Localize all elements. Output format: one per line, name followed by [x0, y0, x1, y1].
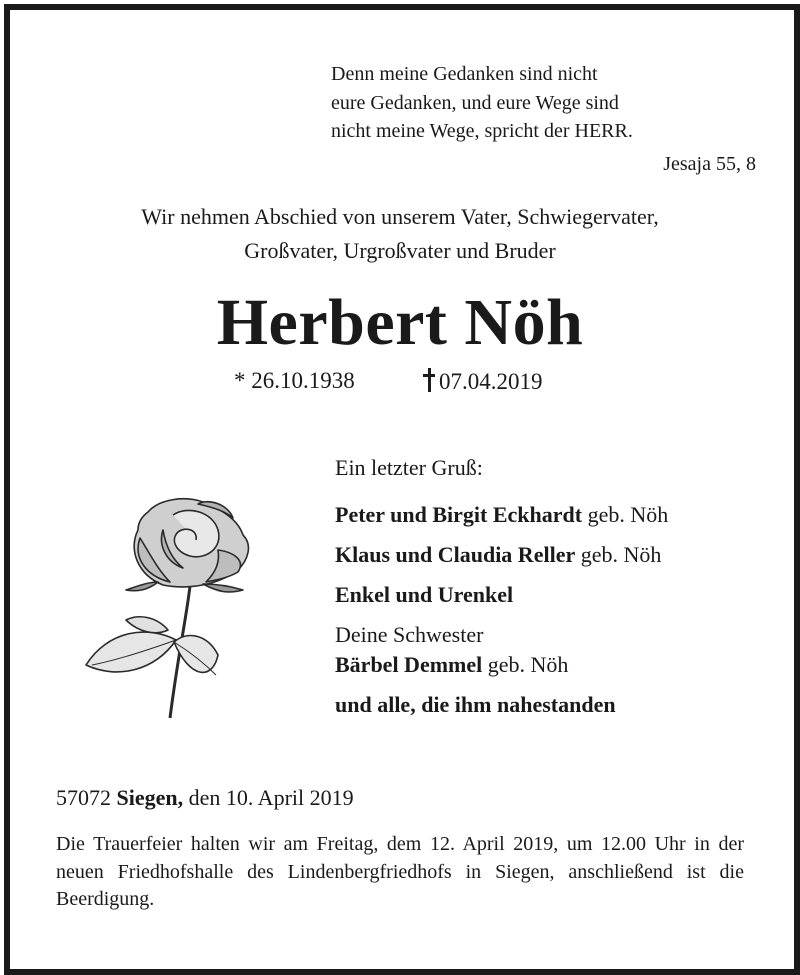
mourner-suffix: geb. Nöh	[575, 542, 662, 567]
farewell-intro	[0, 200, 800, 268]
closing-line	[335, 692, 616, 718]
death-date-container	[423, 368, 543, 395]
sister-name: Bärbel Demmel	[335, 652, 483, 677]
intro-line: Wir nehmen Abschied von unserem Vater, Schwiegervater,	[141, 204, 659, 229]
place-date	[56, 785, 354, 811]
mourner-line	[335, 542, 661, 568]
bible-verse	[331, 60, 633, 146]
verse-reference: Jesaja 55, 8	[663, 153, 756, 175]
mourner-name: Enkel und Urenkel	[335, 582, 514, 607]
intro-line: Großvater, Urgroßvater und Bruder	[244, 238, 556, 263]
city: Siegen,	[116, 785, 184, 810]
mourner-name: Peter und Birgit Eckhardt	[335, 502, 583, 527]
mourner-line	[335, 502, 668, 528]
closing-text: und alle, die ihm nahestanden	[335, 692, 616, 717]
deceased-name: Herbert Nöh	[216, 286, 584, 359]
verse-line: nicht meine Wege, spricht der HERR.	[331, 120, 633, 142]
mourner-line	[335, 582, 513, 608]
cross-icon	[423, 368, 435, 392]
sister-suffix: geb. Nöh	[482, 652, 569, 677]
death-date: 07.04.2019	[439, 369, 543, 394]
greeting-heading: Ein letzter Gruß:	[335, 455, 483, 480]
verse-line: eure Gedanken, und eure Wege sind	[331, 91, 619, 114]
birth-date: * 26.10.1938	[234, 368, 355, 393]
date: den 10. April 2019	[188, 785, 354, 810]
mourner-name: Klaus und Claudia Reller	[335, 542, 576, 567]
sister-label: Deine Schwester	[335, 622, 484, 647]
sister-line	[335, 652, 568, 678]
mourner-suffix: geb. Nöh	[582, 502, 669, 527]
zip-code: 57072	[56, 785, 111, 810]
funeral-notice: Die Trauerfeier halten wir am Freitag, dem 12. April 2019, um 12.00 Uhr in der neuen Friedhofshalle des Lindenbergfriedhofs in Siegen, anschließend ist die Beerdigung.	[56, 833, 744, 910]
rose-illustration	[78, 490, 278, 720]
verse-line: Denn meine Gedanken sind nicht	[331, 63, 598, 85]
